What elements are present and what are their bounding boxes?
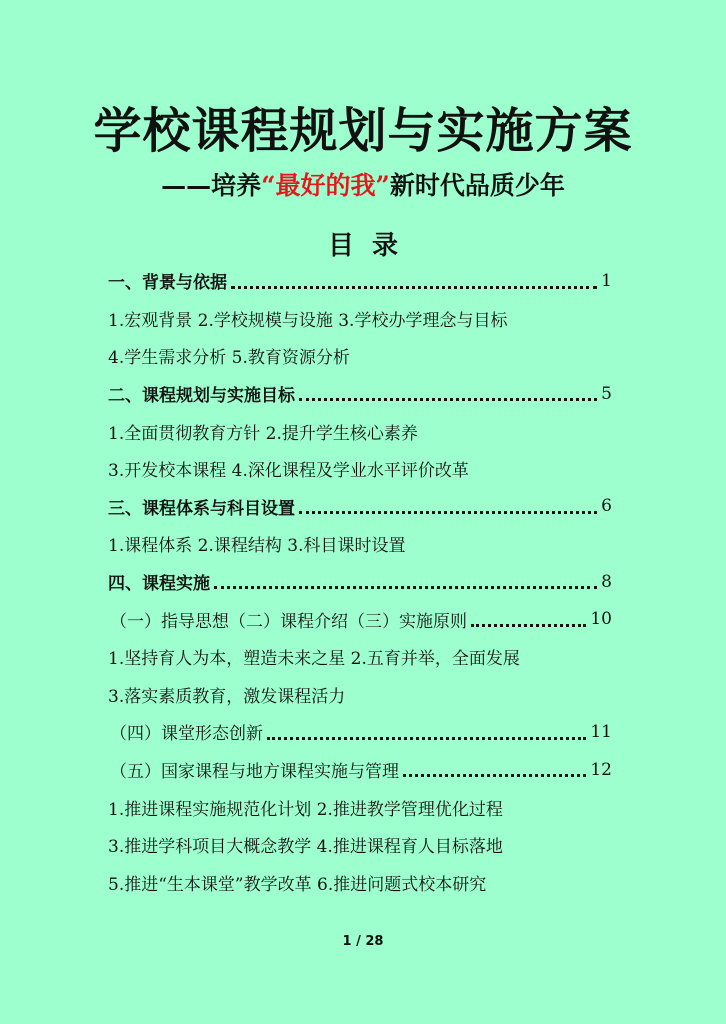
document-title: 学校课程规划与实施方案	[93, 103, 633, 159]
toc-entry-label: 三、课程体系与科目设置	[108, 498, 295, 519]
toc-entry[interactable]	[108, 751, 612, 789]
toc-entry-page: 8	[601, 571, 612, 592]
toc-entry[interactable]	[108, 563, 612, 601]
toc-entry[interactable]	[108, 713, 612, 751]
subtitle-prefix: ——培养	[161, 171, 262, 200]
toc-entry-label: （四）课堂形态创新	[110, 724, 263, 745]
toc-entry[interactable]	[108, 337, 612, 375]
toc-entry[interactable]	[108, 375, 612, 413]
toc-entry[interactable]	[108, 300, 612, 338]
toc-entry-label: 二、课程规划与实施目标	[108, 386, 295, 407]
toc-entry-label: 5.推进“生本课堂”教学改革 6.推进问题式校本研究	[108, 874, 487, 895]
toc-entry-label: 3.推进学科项目大概念教学 4.推进课程育人目标落地	[108, 837, 503, 858]
document-subtitle	[0, 166, 726, 202]
toc-entry[interactable]	[108, 788, 612, 826]
toc-entry-label: 1.坚持育人为本，塑造未来之星 2.五育并举，全面发展	[108, 649, 520, 670]
toc-leader-dots	[267, 737, 586, 740]
toc-entry[interactable]	[108, 262, 612, 300]
toc-entry-label: （一）指导思想（二）课程介绍（三）实施原则	[110, 611, 467, 632]
toc-entry-label: 1.推进课程实施规范化计划 2.推进教学管理优化过程	[108, 799, 503, 820]
toc-entry[interactable]	[108, 676, 612, 714]
toc-entry-page: 1	[601, 270, 612, 291]
toc-leader-dots	[403, 774, 586, 777]
toc-entry[interactable]	[108, 864, 612, 902]
toc-entry-label: 4.学生需求分析 5.教育资源分析	[108, 348, 350, 369]
toc-leader-dots	[231, 286, 597, 289]
toc-entry-label: 一、背景与依据	[108, 273, 227, 294]
toc-entry-page: 10	[590, 609, 612, 630]
toc-entry[interactable]	[108, 450, 612, 488]
toc-entry-label: 3.开发校本课程 4.深化课程及学业水平评价改革	[108, 461, 469, 482]
toc-entry-label: 1.课程体系 2.课程结构 3.科目课时设置	[108, 536, 406, 557]
toc-entry-label: 3.落实素质教育，激发课程活力	[108, 686, 346, 707]
toc-entry[interactable]	[108, 412, 612, 450]
toc-leader-dots	[214, 586, 597, 589]
subtitle-highlight: “最好的我”	[261, 171, 390, 200]
toc-entry-label: 1.宏观背景 2.学校规模与设施 3.学校办学理念与目标	[108, 310, 508, 331]
toc-entry-page: 11	[590, 721, 612, 742]
toc-entry[interactable]	[108, 600, 612, 638]
toc-leader-dots	[471, 624, 586, 627]
toc-leader-dots	[299, 511, 597, 514]
toc-entry[interactable]	[108, 488, 612, 526]
toc-entry-page: 5	[601, 383, 612, 404]
toc-entry-page: 6	[601, 496, 612, 517]
toc-entry[interactable]	[108, 826, 612, 864]
table-of-contents	[108, 262, 612, 901]
page-number: 1 / 28	[342, 934, 384, 949]
subtitle-suffix: 新时代品质少年	[389, 171, 565, 200]
toc-entry-label: 1.全面贯彻教育方针 2.提升学生核心素养	[108, 423, 418, 444]
toc-entry[interactable]	[108, 525, 612, 563]
toc-heading: 目录	[327, 231, 416, 261]
toc-entry-page: 12	[590, 759, 612, 780]
toc-entry-label: （五）国家课程与地方课程实施与管理	[110, 762, 399, 783]
toc-entry-label: 四、课程实施	[108, 574, 210, 595]
toc-leader-dots	[299, 398, 597, 401]
toc-entry[interactable]	[108, 638, 612, 676]
